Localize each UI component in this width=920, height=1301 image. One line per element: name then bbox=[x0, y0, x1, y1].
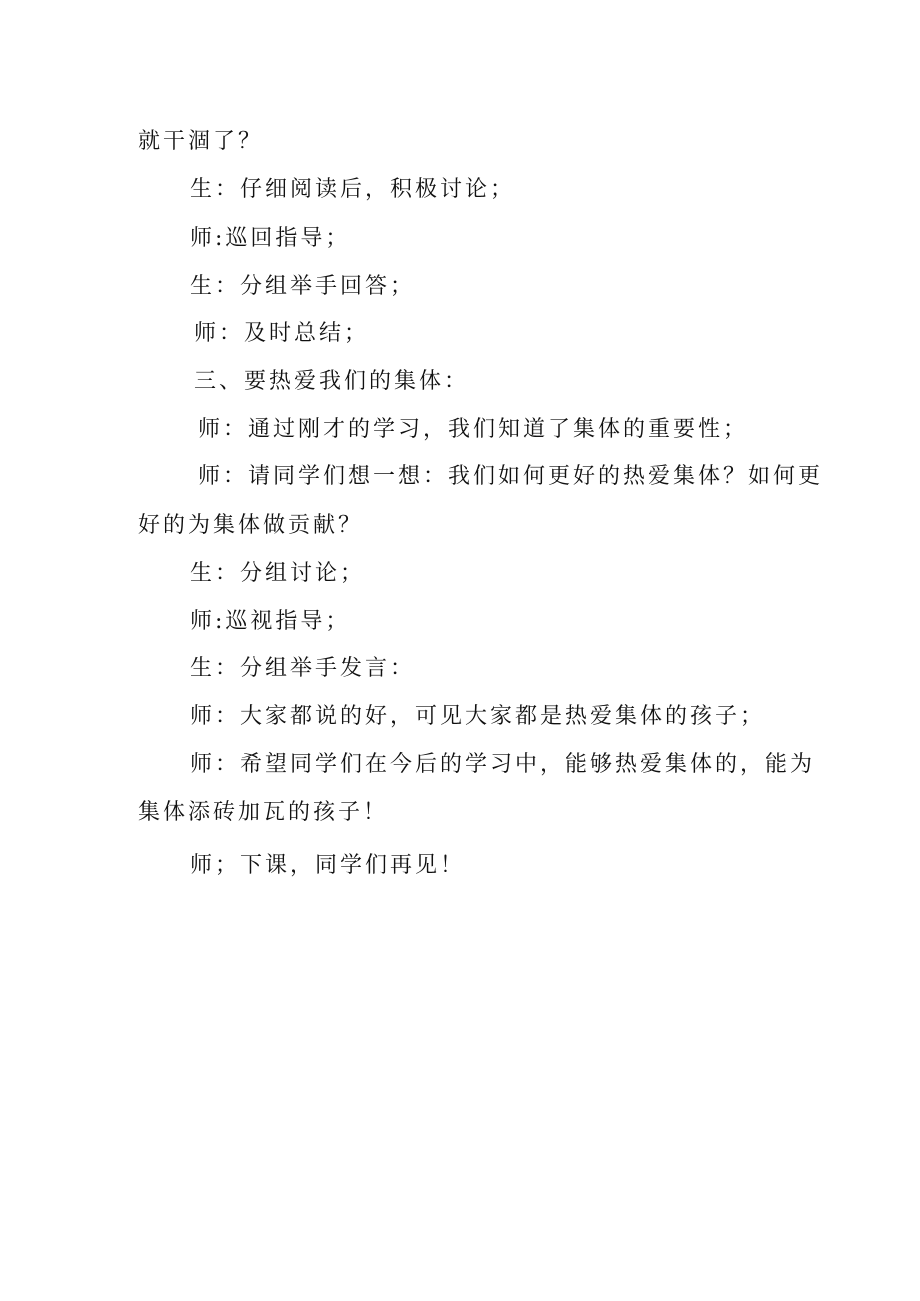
section-heading: 三、要热爱我们的集体： bbox=[194, 369, 470, 394]
text-line-11: 师:巡视指导； bbox=[190, 609, 351, 634]
text-line-16: 师；下课，同学们再见！ bbox=[190, 853, 466, 878]
text-line-1: 就干涸了？ bbox=[138, 129, 264, 154]
text-line-9: 好的为集体做贡献？ bbox=[138, 513, 364, 538]
text-line-4: 生：分组举手回答； bbox=[190, 274, 416, 299]
text-line-5: 师：及时总结； bbox=[194, 321, 370, 346]
text-line-7: 师：通过刚才的学习，我们知道了集体的重要性； bbox=[198, 417, 749, 442]
text-line-15: 集体添砖加瓦的孩子！ bbox=[138, 800, 389, 825]
text-line-13: 师：大家都说的好，可见大家都是热爱集体的孩子； bbox=[190, 704, 766, 729]
text-line-3: 师:巡回指导； bbox=[190, 226, 351, 251]
text-line-2: 生：仔细阅读后，积极讨论； bbox=[190, 177, 516, 202]
text-line-12: 生：分组举手发言： bbox=[190, 656, 416, 681]
text-line-8: 师：请同学们想一想：我们如何更好的热爱集体？如何更 bbox=[198, 464, 824, 489]
text-line-10: 生：分组讨论； bbox=[190, 561, 366, 586]
text-line-14: 师：希望同学们在今后的学习中，能够热爱集体的，能为 bbox=[190, 752, 816, 777]
